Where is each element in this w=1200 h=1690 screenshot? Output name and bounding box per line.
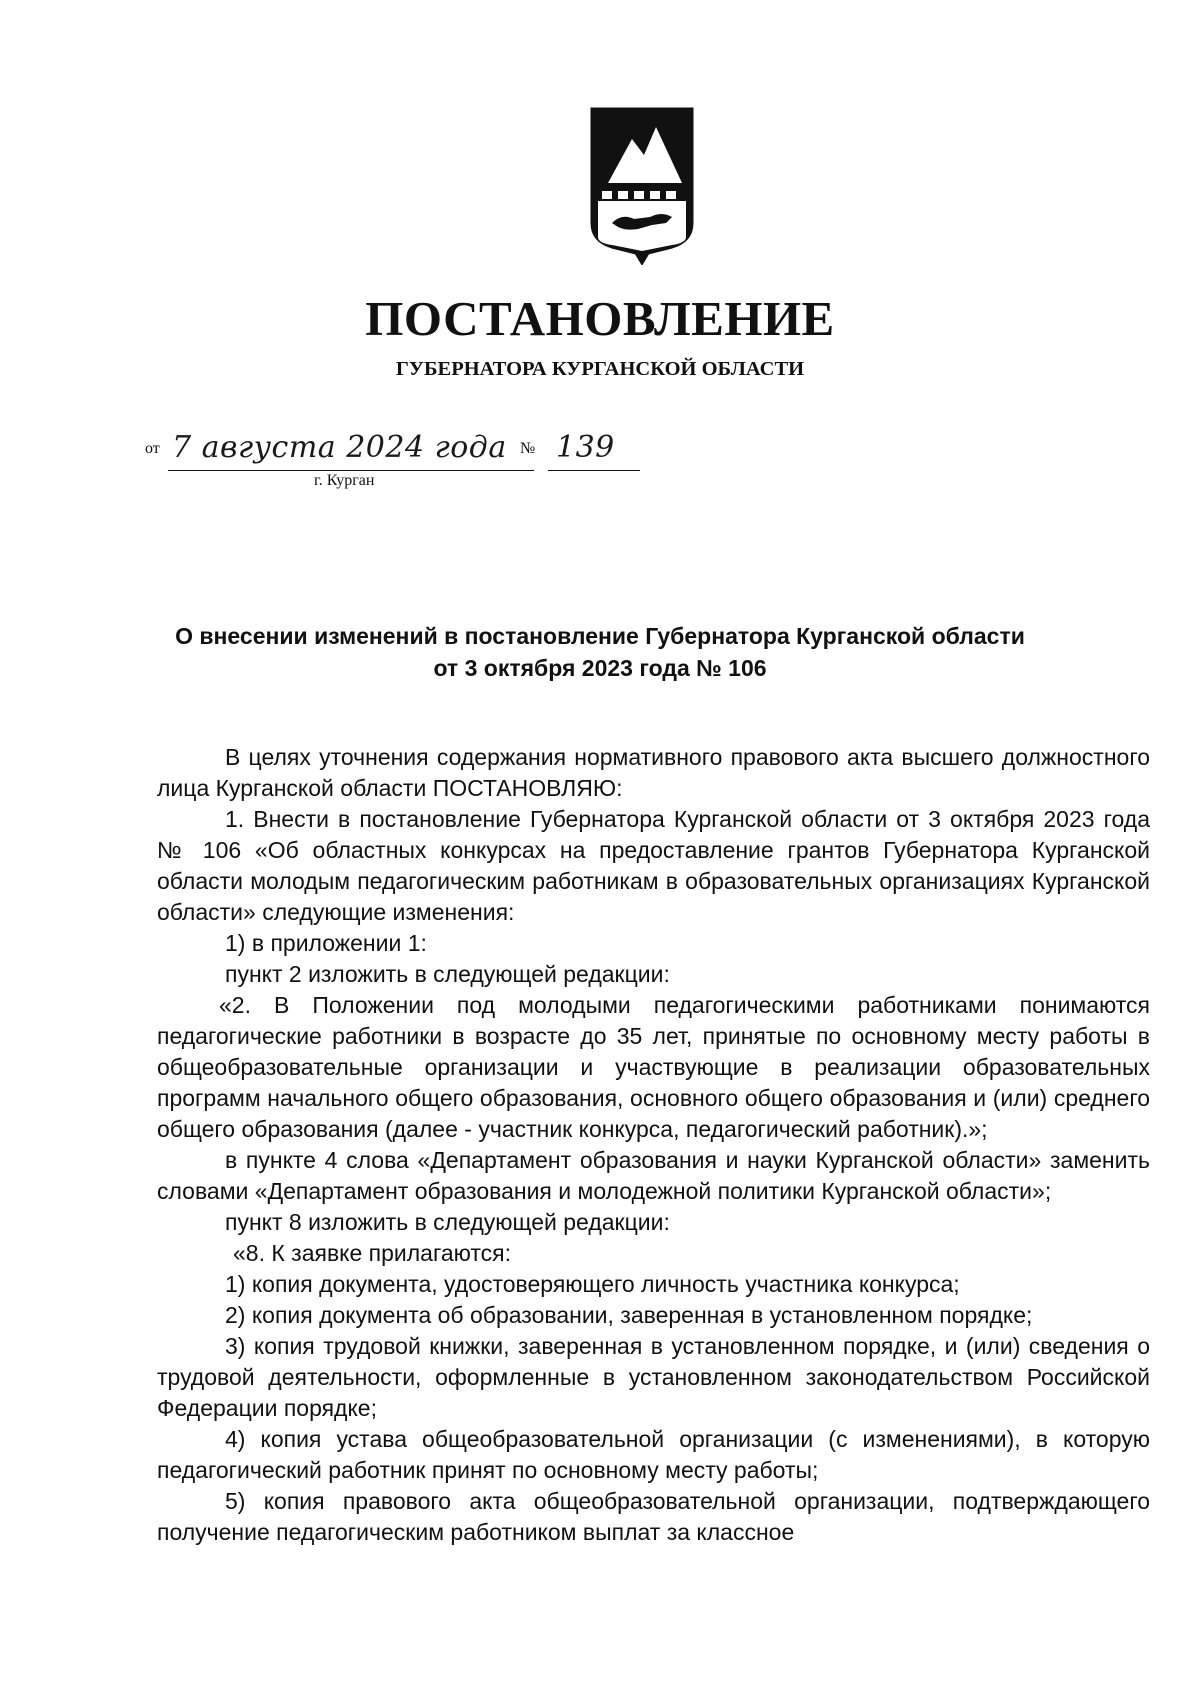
paragraph: 1) копия документа, удостоверяющего личность участника конкурса; xyxy=(225,1271,960,1297)
date-underline xyxy=(168,470,534,471)
paragraph: В целях уточнения содержания нормативного правового акта высшего должностного лица Курганской области ПОСТАНОВЛЯЮ: xyxy=(157,744,1150,801)
paragraph: пункт 8 изложить в следующей редакции: xyxy=(225,1209,670,1235)
paragraph: 1) в приложении 1: xyxy=(225,930,427,956)
city-label: г. Курган xyxy=(314,472,375,489)
number-prefix: № xyxy=(520,440,536,457)
document-body xyxy=(157,742,1150,1548)
paragraph: 3) копия трудовой книжки, заверенная в установленном порядке, и (или) сведения о трудовой деятельности, оформленные в установленном законодательством Российской Федерации порядке; xyxy=(157,1333,1150,1421)
paragraph: 1. Внести в постановление Губернатора Курганской области от 3 октября 2023 года № 106 «Об областных конкурсах на предоставление грантов Губернатора Курганской области молодым педагогическим работникам в образовательных организациях Курганской области» следующие изменения: xyxy=(157,806,1150,925)
paragraph: «8. К заявке прилагаются: xyxy=(233,1240,512,1266)
date-prefix: от xyxy=(145,440,160,457)
paragraph: пункт 2 изложить в следующей редакции: xyxy=(225,961,670,987)
document-title: ПОСТАНОВЛЕНИЕ xyxy=(365,291,835,346)
handwritten-number: 139 xyxy=(556,430,615,465)
issuer-subtitle: ГУБЕРНАТОРА КУРГАНСКОЙ ОБЛАСТИ xyxy=(395,358,805,380)
paragraph: 2) копия документа об образовании, заверенная в установленном порядке; xyxy=(225,1302,1033,1328)
number-underline xyxy=(548,470,640,471)
paragraph: «2. В Положении под молодыми педагогическими работниками понимаются педагогические работники в возрасте до 35 лет, принятые по основному месту работы в общеобразовательные организации и участвующие в реализации образовательных программ начального общего образования, основного общего образования и (или) среднего общего образования (далее - участник конкурса, педагогический работник).»; xyxy=(157,992,1150,1142)
document-heading xyxy=(100,620,1100,684)
paragraph: 4) копия устава общеобразовательной организации (с изменениями), в которую педагогический работник принят по основному месту работы; xyxy=(157,1426,1150,1483)
handwritten-date: 7 августа 2024 года xyxy=(172,430,507,465)
coat-of-arms-emblem xyxy=(588,105,696,265)
heading-line-1: О внесении изменений в постановление Губернатора Курганской области xyxy=(175,623,1025,649)
paragraph: в пункте 4 слова «Департамент образования и науки Курганской области» заменить словами «Департамент образования и молодежной политики Курганской области»; xyxy=(157,1147,1150,1204)
heading-line-2: от 3 октября 2023 года № 106 xyxy=(433,655,767,681)
paragraph: 5) копия правового акта общеобразовательной организации, подтверждающего получение педагогическим работником выплат за классное xyxy=(157,1488,1150,1545)
